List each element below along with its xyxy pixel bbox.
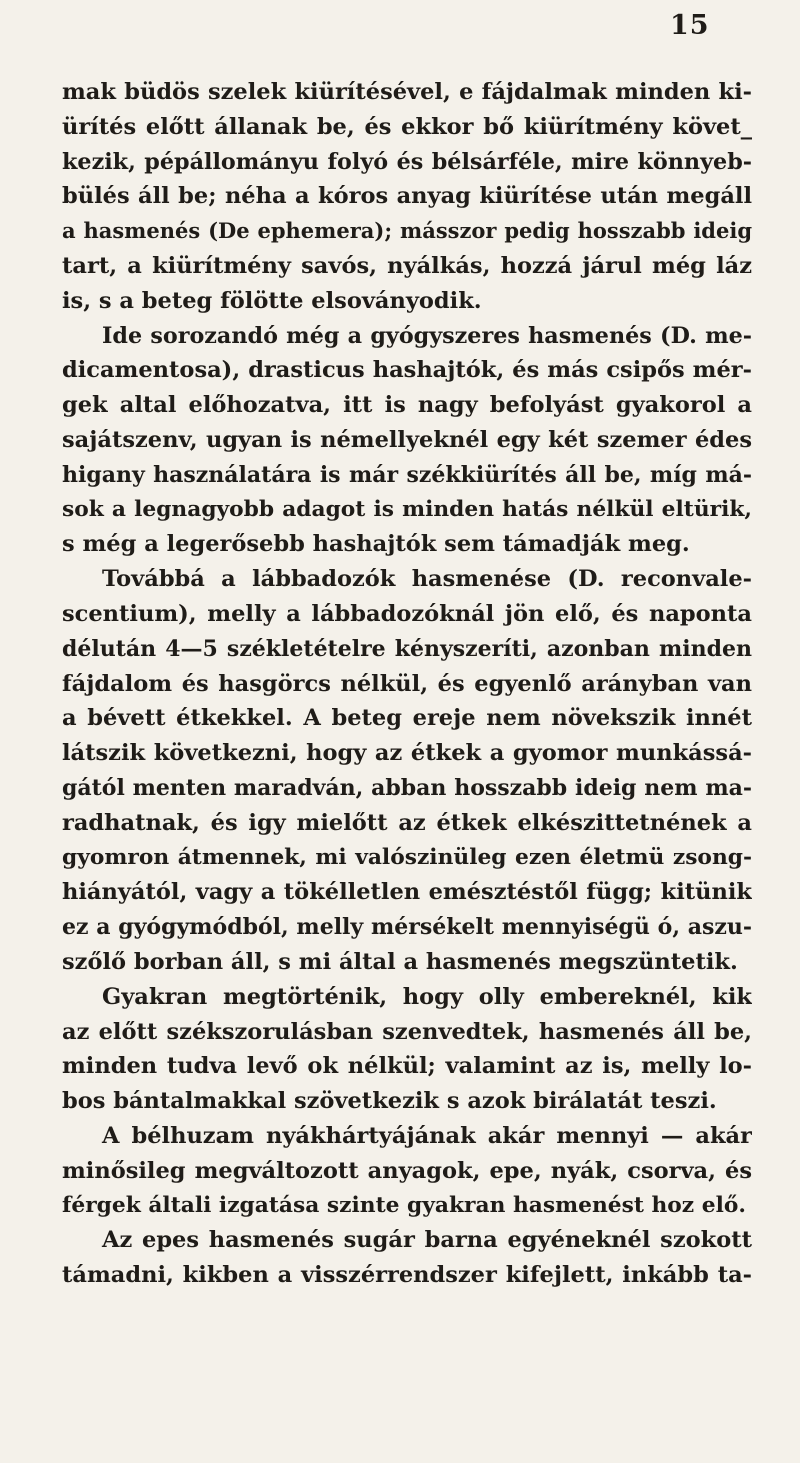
text-line: az előtt székszorulásban szenvedtek, hasmenés áll be, [62,1018,752,1045]
text-line: gától menten maradván, abban hosszabb ideig nem ma- [62,774,752,801]
text-line: szőlő borban áll, s mi által a hasmenés megszüntetik. [62,948,738,975]
text-line: Továbbá a lábbadozók hasmenése (D. reconvale- [102,566,752,593]
page-number: 15 [670,10,710,41]
text-line: radhatnak, és igy mielőtt az étkek elkészittetnének a [62,809,752,836]
text-line: bos bántalmakkal szövetkezik s azok birálatát teszi. [62,1088,717,1115]
text-line: gek altal előhozatva, itt is nagy befolyást gyakorol a [62,392,752,419]
text-line: sajátszenv, ugyan is némellyeknél egy két szemer édes [62,426,752,453]
body-text [62,75,752,1293]
text-line: scentium), melly a lábbadozóknál jön elő, és naponta [62,600,752,627]
text-line: ürítés előtt állanak be, és ekkor bő kiürítmény követ_ [62,113,752,140]
text-line: sok a legnagyobb adagot is minden hatás nélkül eltürik, [62,496,752,522]
text-line: Az epes hasmenés sugár barna egyéneknél szokott [102,1227,752,1254]
text-line: minden tudva levő ok nélkül; valamint az is, melly lo- [62,1053,752,1080]
text-line: dicamentosa), drasticus hashajtók, és más csipős mér- [62,357,752,384]
text-line: tart, a kiürítmény savós, nyálkás, hozzá járul még láz [62,252,752,279]
text-line: a bévett étkekkel. A beteg ereje nem növekszik innét [62,705,752,732]
text-line: férgek általi izgatása szinte gyakran hasmenést hoz elő. [62,1192,746,1218]
text-line: mak büdös szelek kiürítésével, e fájdalmak minden ki- [62,79,752,105]
text-line: A bélhuzam nyákhártyájának akár mennyi — akár [102,1122,752,1149]
text-line: támadni, kikben a visszérrendszer kifejlett, inkább ta- [62,1262,752,1289]
text-line: kezik, pépállományu folyó és bélsárféle, mire könnyeb- [62,148,752,175]
text-line: ez a gyógymódból, melly mérsékelt mennyiségü ó, aszu- [62,914,752,941]
text-line: gyomron átmennek, mi valószinüleg ezen életmü zsong- [62,844,752,870]
text-line: délután 4—5 székletételre kényszeríti, azonban minden [62,635,752,662]
text-line: fájdalom és hasgörcs nélkül, és egyenlő arányban van [62,670,752,697]
text-line: bülés áll be; néha a kóros anyag kiürítése után megáll [62,183,752,210]
text-line: látszik következni, hogy az étkek a gyomor munkássá- [62,740,752,767]
text-line: hiányától, vagy a tökélletlen emésztéstől függ; kitünik [62,879,752,906]
text-line: s még a legerősebb hashajtók sem támadják meg. [62,531,690,558]
text-line: minősileg megváltozott anyagok, epe, nyák, csorva, és [62,1157,752,1184]
text-line: a hasmenés (De ephemera); másszor pedig hosszabb ideig [62,218,752,244]
text-line: Gyakran megtörténik, hogy olly embereknél, kik [102,983,752,1010]
text-line: is, s a beteg fölötte elsoványodik. [62,287,482,314]
text-line: higany használatára is már székkiürítés áll be, míg má- [62,461,752,488]
text-line: Ide sorozandó még a gyógyszeres hasmenés (D. me- [102,322,752,349]
